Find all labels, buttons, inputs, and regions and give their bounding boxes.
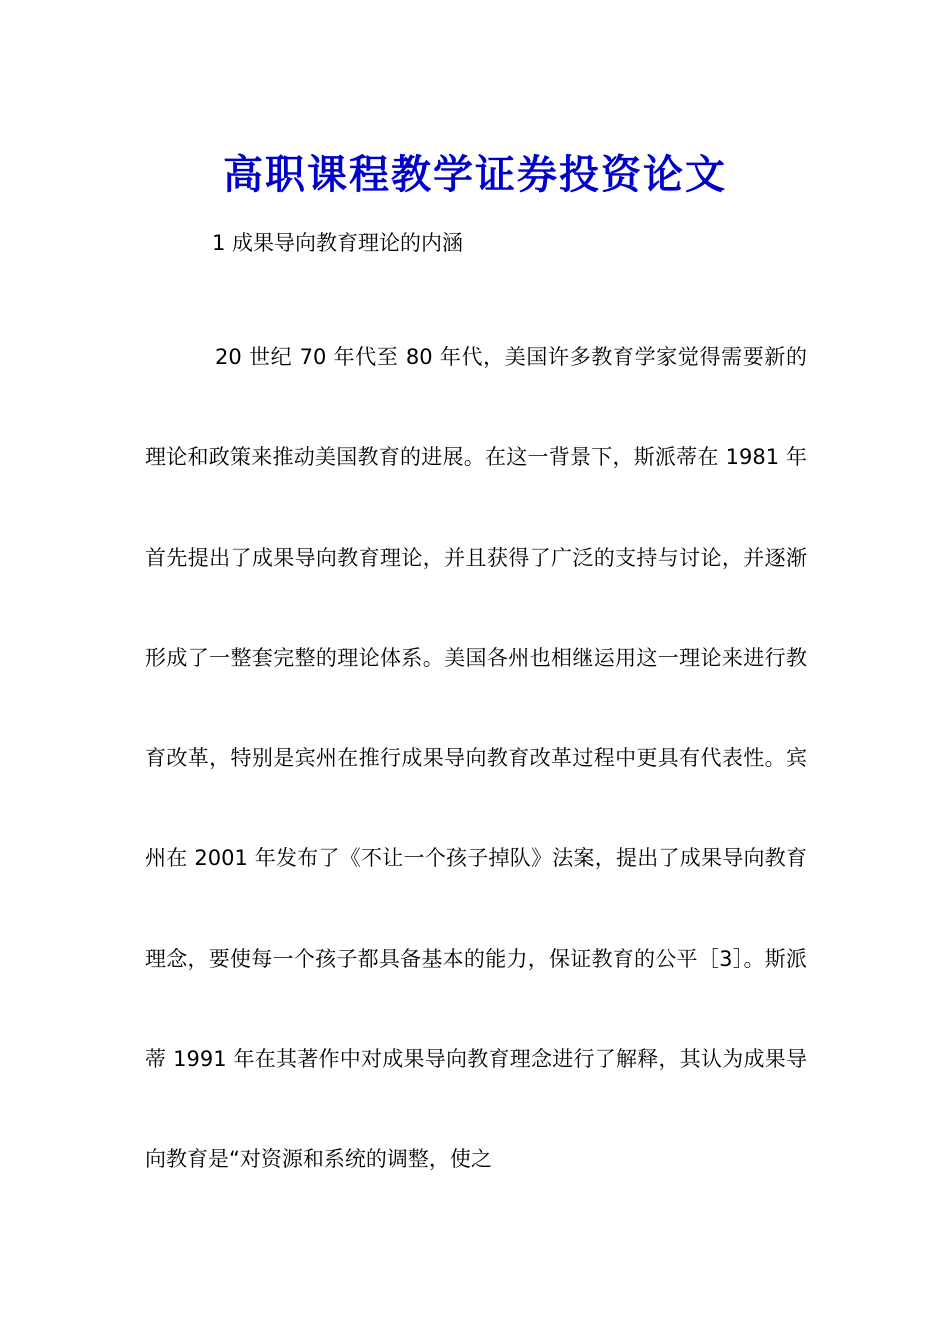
body-paragraph: 20 世纪 70 年代至 80 年代，美国许多教育学家觉得需要新的理论和政策来推动美国教育的进展。在这一背景下，斯派蒂在 1981 年首先提出了成果导向教育理论，并且获得了广泛的支持与讨论，并逐渐形成了一整套完整的理论体系。美国各州也相继运用这一理论来进行教育改革，特别是宾州在推行成果导向教育改革过程中更具有代表性。宾州在 2001 年发布了《不让一个孩子掉队》法案，提出了成果导向教育理念，要使每一个孩子都具备基本的能力，保证教育的公平［3］。斯派蒂 1991 年在其著作中对成果导向教育理念进行了解释，其认为成果导向教育是“对资源和系统的调整，使之	[145, 345, 807, 1172]
document-title: 高职课程教学证券投资论文	[223, 150, 727, 198]
section-heading: 1 成果导向教育理论的内涵	[212, 231, 464, 255]
